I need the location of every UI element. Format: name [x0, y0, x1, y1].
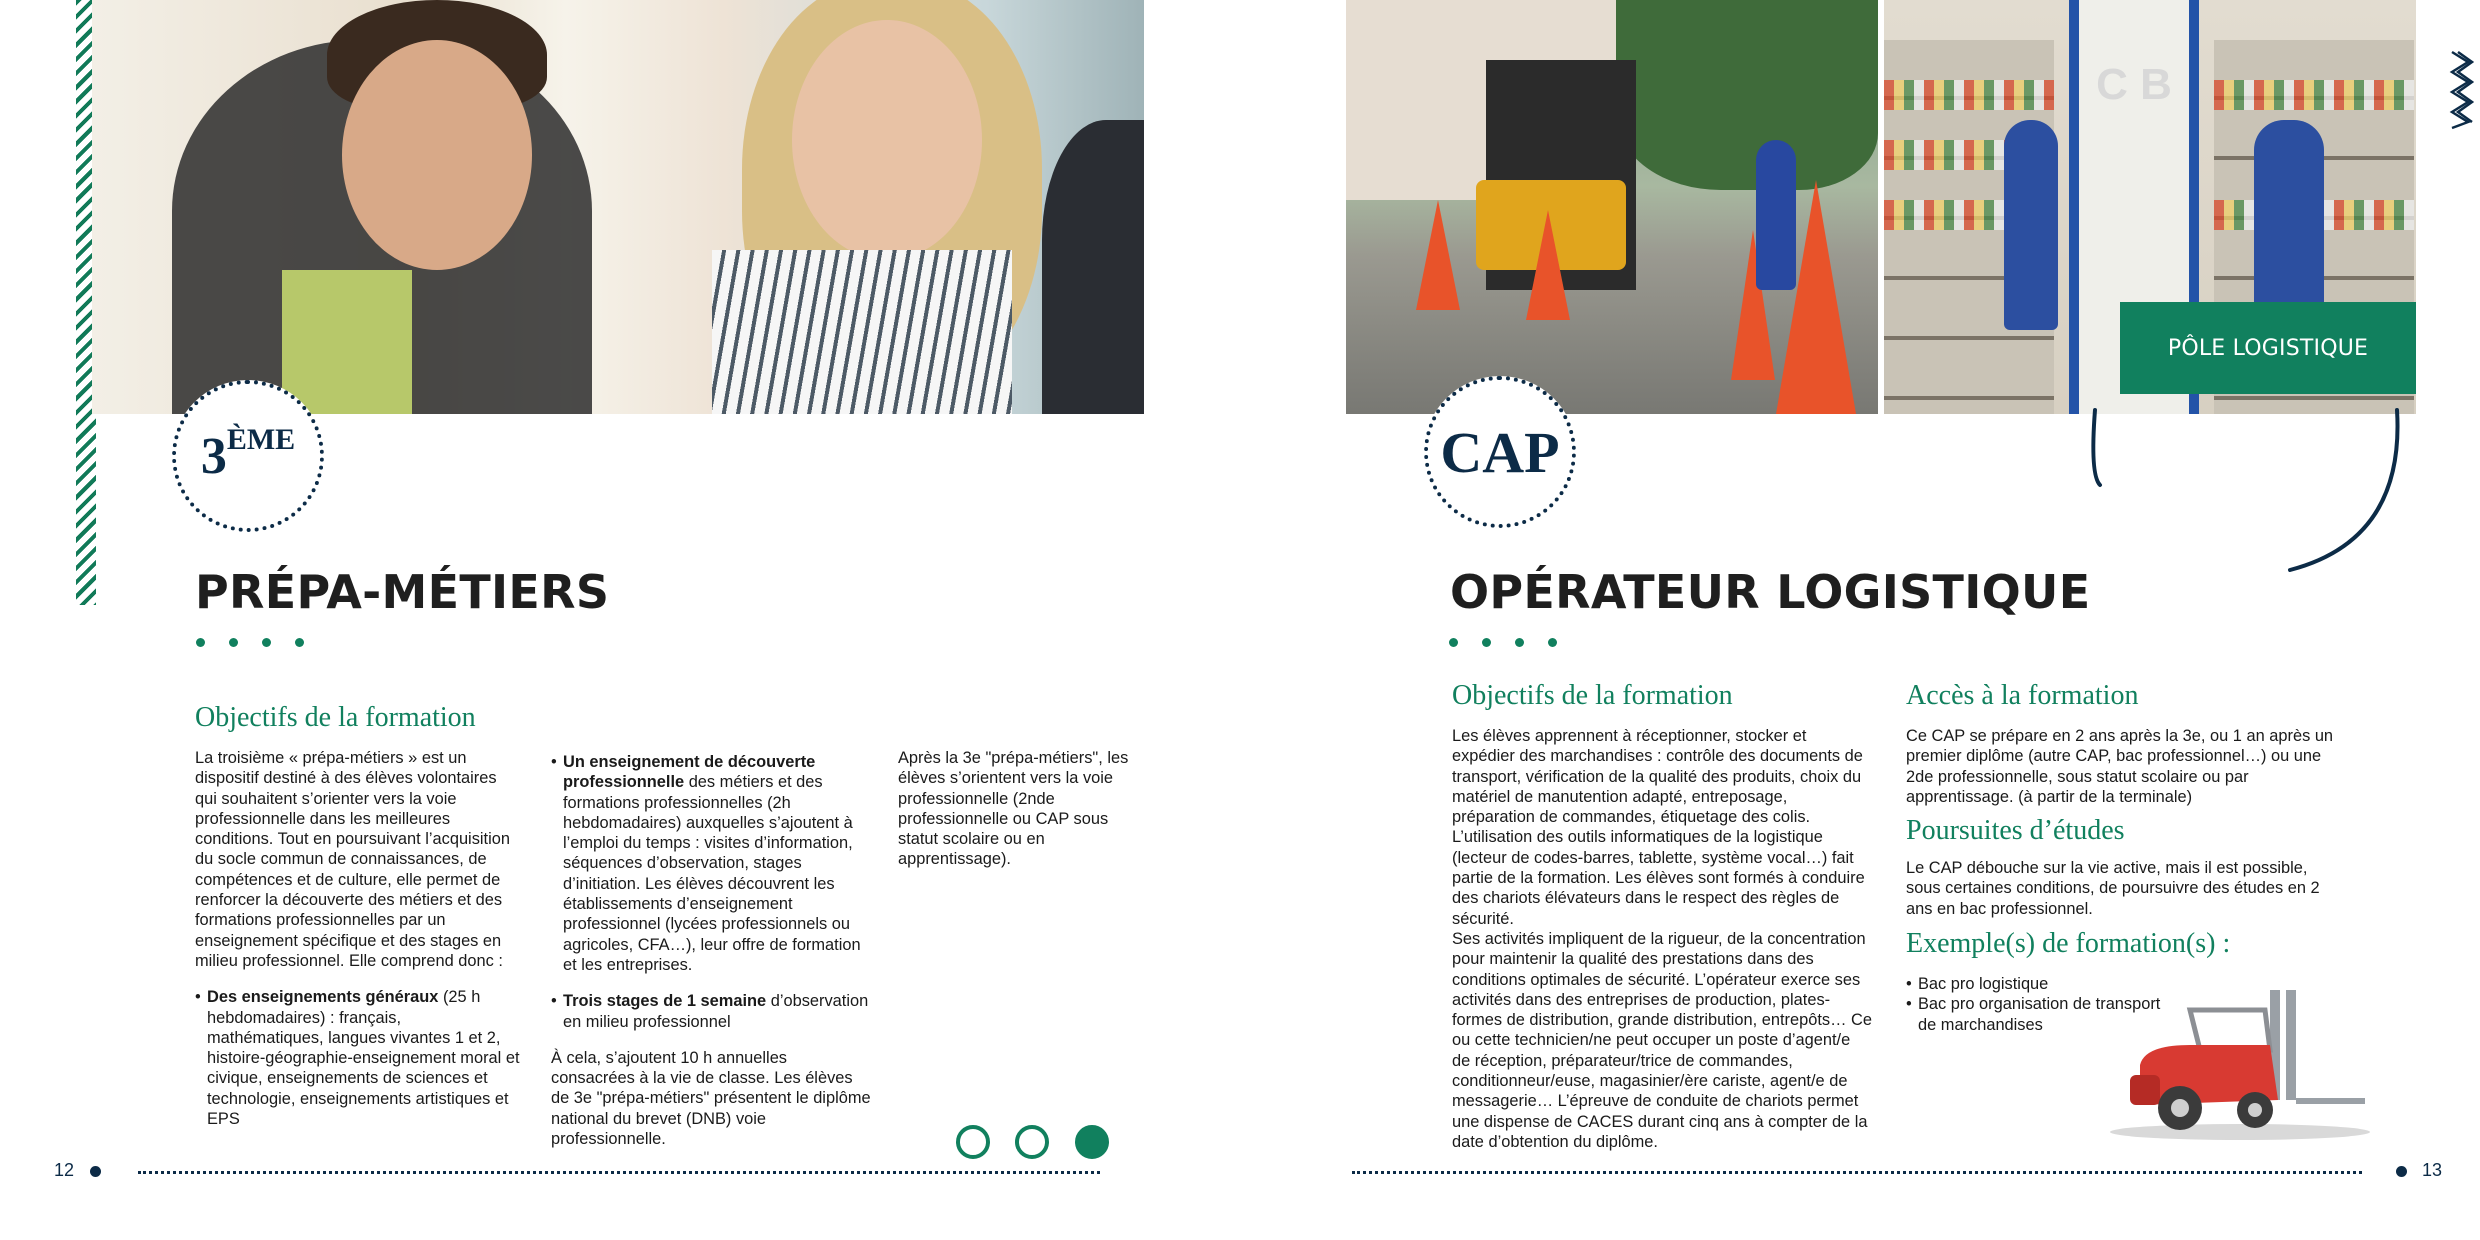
objectifs-paragraph-2: Ses activités impliquent de la rigueur, de la concentration pour maintenir la qualité des prestations dans des conditions optimales de sécurité. L’opérateur exerce ses activités dans des entreprises de production, plates-formes de distribution, grande distribution, entrepôts… Ce ou cette technicien/ne peut occuper un poste d’agent/e de réception, préparateur/trice de commandes, conditionneur/euse, magasinier/ère cariste, agent/e de messagerie… L’épreuve de conduite de chariots permet une dispense de CACES durant cinq ans à compter de la date d’obtention du diplôme.	[1452, 929, 1873, 1151]
poursuites-heading: Poursuites d’études	[1906, 815, 2125, 846]
objectifs-heading-right: Objectifs de la formation	[1452, 680, 1733, 711]
forklift-photo	[1346, 0, 1878, 414]
page-title-right: OPÉRATEUR LOGISTIQUE	[1450, 565, 2091, 619]
acces-heading: Accès à la formation	[1906, 680, 2139, 711]
pole-logistique-badge: PÔLE LOGISTIQUE	[2120, 302, 2416, 394]
left-column-1	[195, 748, 520, 1129]
students-photo	[92, 0, 1144, 414]
left-column-2	[551, 752, 871, 1149]
zigzag-icon	[2448, 50, 2474, 130]
exemples-heading: Exemple(s) de formation(s) :	[1906, 928, 2231, 959]
warehouse-photo: C B	[1884, 0, 2416, 414]
orientation-paragraph: Après la 3e "prépa-métiers", les élèves s’orientent vers la voie professionnelle (2nde professionnelle ou CAP sous statut scolaire ou en apprentissage).	[898, 749, 1129, 869]
page-number-left: 12	[54, 1160, 75, 1180]
objectifs-paragraph-1: Les élèves apprennent à réceptionner, stocker et expédier des marchandises : contrôle des documents de transport, vérification de la qualité des produits, choix du matériel de manutention adapté, entreposage, préparation de commandes, étiquetage des colis. L’utilisation des outils informatiques de la logistique (lecteur de codes-barres, tablette, système vocal…) fait partie de la formation. Les élèves sont formés à conduire des chariots élévateurs dans le respect des règles de sécurité.	[1452, 727, 1865, 928]
footer-dotted-line-right	[1352, 1171, 2362, 1174]
list-item: • Trois stages de 1 semaine d’observation en milieu professionnel	[551, 991, 871, 1032]
list-item: • Bac pro logistique	[1906, 974, 2166, 994]
poursuites-text: Le CAP débouche sur la vie active, mais il est possible, sous certaines conditions, de poursuivre des études en 2 ans en bac professionnel.	[1906, 859, 2320, 918]
footer-dot-left	[90, 1166, 101, 1177]
level-label: CAP	[1440, 419, 1560, 485]
title-dots-left	[196, 638, 304, 647]
footer-dotted-line-left	[138, 1171, 1100, 1174]
left-column-3	[898, 748, 1148, 870]
footer-dot-right	[2396, 1166, 2407, 1177]
title-dots-right	[1449, 638, 1557, 647]
vie-de-classe-paragraph: À cela, s’ajoutent 10 h annuelles consacrées à la vie de classe. Les élèves de 3e "prépa-métiers" présentent le diplôme national du brevet (DNB) voie professionnelle.	[551, 1048, 871, 1149]
forklift-icon	[2100, 980, 2380, 1145]
pager-dot-3[interactable]	[1075, 1125, 1109, 1159]
intro-paragraph: La troisième « prépa-métiers » est un dispositif destiné à des élèves volontaires qui souhaitent s’orienter vers la voie professionnelle dans les meilleures conditions. Tout en poursuivant l’acquisition du socle commun de connaissances, de compétences et de culture, elle permet de renforcer la découverte des métiers et des formations professionnelles par un enseignement spécifique et des stages en milieu professionnel. Elle comprend donc :	[195, 749, 510, 970]
objectifs-text	[1452, 726, 1872, 1152]
page-number-right: 13	[2422, 1160, 2443, 1180]
objectifs-heading-left: Objectifs de la formation	[195, 702, 476, 733]
level-number: 3	[200, 427, 227, 485]
pager-dot-1[interactable]	[956, 1125, 990, 1159]
list-item: • Bac pro organisation de transport de marchandises	[1906, 994, 2166, 1035]
pager-dot-2[interactable]	[1015, 1125, 1049, 1159]
list-item: • Un enseignement de découverte professionnelle des métiers et des formations professionnelles (2h hebdomadaires) auxquelles s’ajoutent à l’emploi du temps : visites d’information, séquences d’observation, stages d’initiation. Les élèves découvrent les établissements d’enseignement professionnel (lycées professionnels ou agricoles, CFA…), leur offre de formation et les entreprises.	[551, 752, 871, 975]
list-item: • Des enseignements généraux (25 h hebdomadaires) : français, mathématiques, langues vivantes 1 et 2, histoire-géographie-enseignement moral et civique, enseignements de sciences et technologie, enseignements artistiques et EPS	[195, 987, 520, 1129]
level-badge-3eme	[172, 380, 324, 532]
page-title-left: PRÉPA-MÉTIERS	[195, 565, 610, 619]
decorative-arc	[2080, 400, 2420, 590]
level-badge-cap	[1424, 376, 1576, 528]
level-suffix: ÈME	[226, 423, 296, 456]
acces-text: Ce CAP se prépare en 2 ans après la 3e, ou 1 an après un premier diplôme (autre CAP, bac professionnel…) ou une 2de professionnelle, sous statut scolaire ou par apprentissage. (à partir de la terminale)	[1906, 727, 2334, 806]
